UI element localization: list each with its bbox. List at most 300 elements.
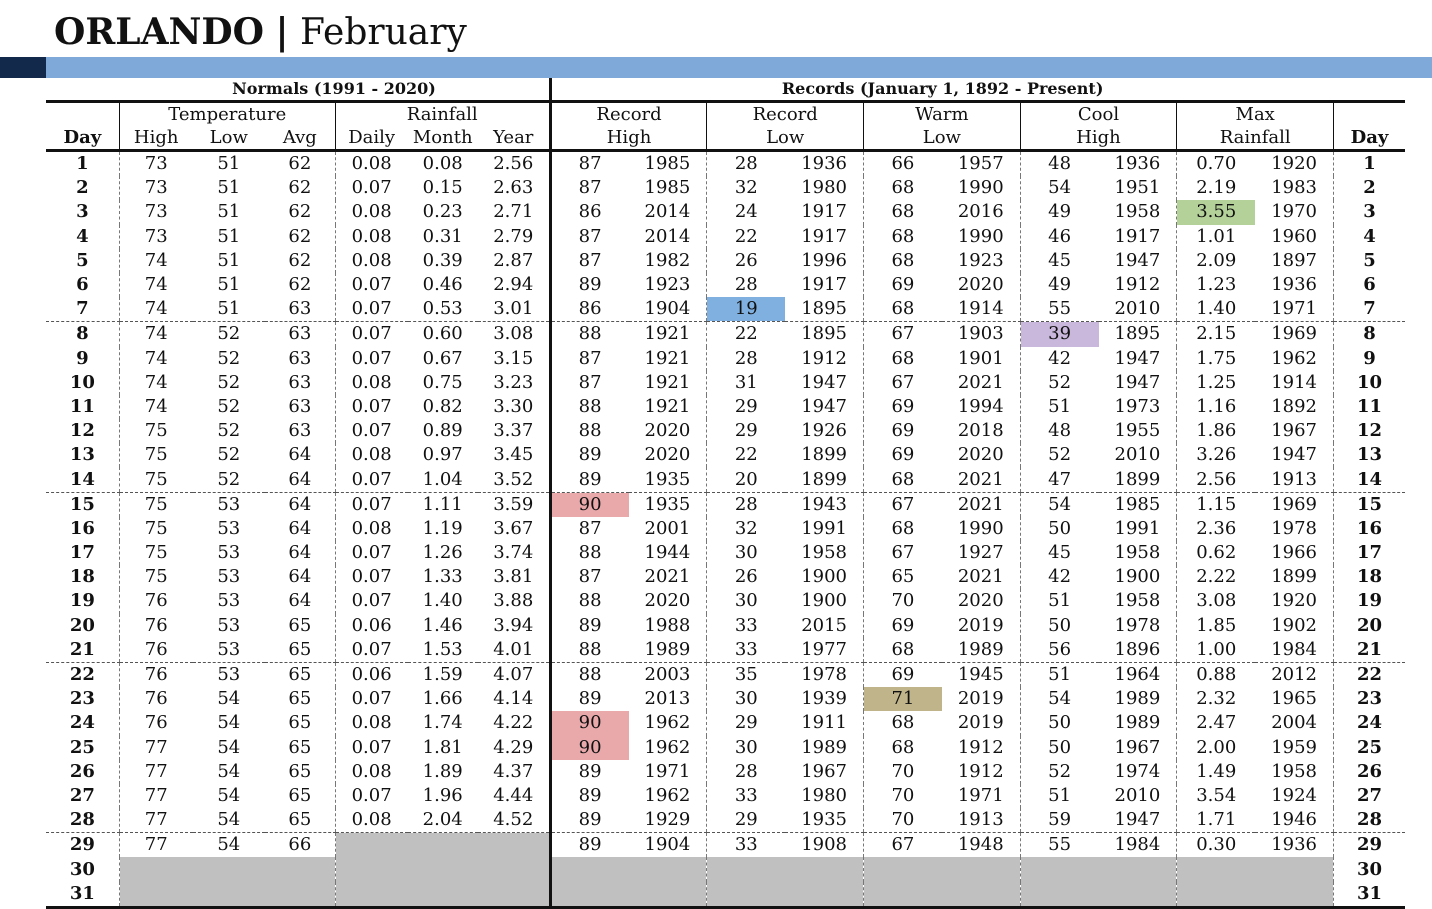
record-low-cell: 28 <box>707 151 785 177</box>
cool-high-cell: 50 <box>1020 517 1098 541</box>
warm-low-year-cell: 1903 <box>957 323 1004 345</box>
rain-daily-cell: 0.08 <box>335 711 407 735</box>
record-high-cell: 89 <box>550 273 628 297</box>
warm-low-cell: 68 <box>864 517 942 541</box>
warm-low-cell: 69 <box>864 614 942 638</box>
normal-high-cell: 74 <box>119 273 192 297</box>
warm-low-cell: 67 <box>864 492 942 517</box>
cool-high-cell: 42 <box>1020 565 1098 589</box>
normal-high-cell: 73 <box>119 200 192 224</box>
day-right-cell: 15 <box>1334 492 1405 517</box>
normal-high-cell: 75 <box>119 492 192 517</box>
max-rain-year-cell: 1899 <box>1271 566 1317 588</box>
record-low-cell: 22 <box>707 443 785 467</box>
normal-avg-cell: 65 <box>265 808 335 833</box>
normal-high-cell: 73 <box>119 176 192 200</box>
warm-low-cell: 68 <box>864 467 942 492</box>
day-cell: 20 <box>69 614 95 636</box>
record-low-year-cell: 1958 <box>801 542 847 564</box>
cool-high-year-cell: 1989 <box>1114 688 1161 710</box>
cool-high-year-cell: 2010 <box>1114 444 1161 466</box>
max-rain-year-cell: 1946 <box>1255 808 1333 833</box>
normal-low-cell: 52 <box>217 395 241 417</box>
max-rain-year-cell: 1969 <box>1271 493 1317 515</box>
normal-high-cell: 76 <box>119 638 192 663</box>
cool-high-cell: 45 <box>1020 541 1098 565</box>
normal-low-cell: 54 <box>217 760 241 782</box>
rain-month-cell: 1.89 <box>422 760 463 782</box>
max-rain-year-cell: 2004 <box>1271 712 1317 734</box>
record-high-cell: 87 <box>550 565 628 589</box>
day-header-spacer-right <box>1334 102 1405 127</box>
rain-daily-cell: 0.08 <box>335 151 407 177</box>
max-rain-year-cell <box>1255 857 1333 881</box>
rain-year-cell: 3.59 <box>493 493 534 515</box>
rain-daily-cell: 0.07 <box>335 273 407 297</box>
record-low-year-cell: 1980 <box>801 784 847 806</box>
cool-high-year-cell: 1958 <box>1114 201 1161 223</box>
normal-low-cell: 53 <box>217 664 241 686</box>
normal-avg-cell: 64 <box>288 444 312 466</box>
table-row <box>46 151 1405 177</box>
record-low-year-cell: 1899 <box>801 444 847 466</box>
rain-year-cell: 2.63 <box>493 177 534 199</box>
warm-low-year-cell: 2020 <box>957 274 1004 296</box>
warm-low-year-cell: 1990 <box>957 177 1004 199</box>
max-rain-year-cell: 1967 <box>1271 420 1317 442</box>
normal-high-cell: 77 <box>119 736 192 760</box>
normal-low-cell: 53 <box>193 638 265 663</box>
record-high-year-cell: 1988 <box>644 614 691 636</box>
max-rain-year-cell: 1970 <box>1271 201 1317 223</box>
warm-low-year-cell <box>942 882 1020 908</box>
normal-avg-cell: 65 <box>288 712 312 734</box>
cool-high-cell: 51 <box>1020 395 1098 419</box>
record-low-cell: 29 <box>707 711 785 735</box>
avg-header: Avg <box>265 126 335 151</box>
cool-high-cell: 49 <box>1020 200 1098 224</box>
normal-low-cell <box>193 857 265 881</box>
warm-low-cell: 69 <box>864 662 942 687</box>
max-rain-cell: 2.00 <box>1177 736 1255 760</box>
normal-high-cell: 75 <box>119 517 192 541</box>
day-right-cell: 20 <box>1334 614 1405 638</box>
warm-low-cell: 67 <box>864 322 942 347</box>
max-rain-year-cell: 1959 <box>1271 736 1317 758</box>
cool-high-year-cell: 1947 <box>1114 371 1161 393</box>
normal-avg-cell: 63 <box>288 371 312 393</box>
cool-high-year-cell: 1900 <box>1114 566 1161 588</box>
rain-month-cell <box>408 857 478 881</box>
rain-month-cell: 1.66 <box>422 688 463 710</box>
max-rain-year-cell: 1960 <box>1271 225 1317 247</box>
climate-table <box>46 78 1405 909</box>
cool-high-cell: 48 <box>1020 419 1098 443</box>
normal-avg-cell: 64 <box>288 542 312 564</box>
day-right-cell: 18 <box>1334 565 1405 589</box>
record-low-year-cell: 1926 <box>801 420 847 442</box>
normal-low-cell: 53 <box>217 590 241 612</box>
warm-low-year-cell: 2021 <box>942 467 1020 492</box>
max-rain-year-cell: 1913 <box>1255 467 1333 492</box>
normal-avg-cell: 64 <box>288 517 312 539</box>
max-rain-header-top: Max <box>1177 102 1334 127</box>
rain-year-cell: 4.29 <box>493 736 534 758</box>
normal-avg-cell: 65 <box>288 784 312 806</box>
rain-month-cell <box>408 882 478 908</box>
cool-high-cell: 50 <box>1020 711 1098 735</box>
record-low-cell: 22 <box>707 322 785 347</box>
cool-high-year-cell: 1951 <box>1114 177 1161 199</box>
rain-year-cell: 4.01 <box>478 638 550 663</box>
day-cell: 22 <box>69 664 95 686</box>
table-row <box>46 589 1405 613</box>
day-cell: 26 <box>69 760 95 782</box>
record-low-cell: 33 <box>707 833 785 858</box>
record-low-cell: 32 <box>707 517 785 541</box>
record-high-year-cell: 2014 <box>644 225 691 247</box>
temperature-header: Temperature <box>119 102 335 127</box>
record-high-cell: 89 <box>550 833 628 858</box>
record-low-year-cell: 1991 <box>801 517 847 539</box>
record-low-cell: 30 <box>707 541 785 565</box>
day-right-cell: 4 <box>1334 225 1405 249</box>
rain-daily-cell: 0.07 <box>335 322 407 347</box>
day-right-cell: 9 <box>1334 347 1405 371</box>
cool-high-year-cell: 1912 <box>1114 274 1161 296</box>
max-rain-year-cell: 1966 <box>1271 542 1317 564</box>
normal-high-cell: 74 <box>119 297 192 322</box>
normal-avg-cell <box>265 882 335 908</box>
rain-daily-cell: 0.07 <box>335 687 407 711</box>
rain-daily-cell: 0.07 <box>335 736 407 760</box>
cool-high-cell: 51 <box>1020 589 1098 613</box>
day-cell: 10 <box>69 371 95 393</box>
record-low-year-cell: 1939 <box>801 688 847 710</box>
record-high-year-cell: 1935 <box>629 467 707 492</box>
warm-low-year-cell: 2021 <box>957 566 1004 588</box>
record-high-year-cell: 1923 <box>644 274 691 296</box>
day-cell: 16 <box>69 517 95 539</box>
record-low-cell: 33 <box>707 614 785 638</box>
day-right-cell: 11 <box>1334 395 1405 419</box>
rain-month-cell: 0.53 <box>408 297 478 322</box>
warm-low-year-cell: 1948 <box>957 834 1004 856</box>
max-rain-cell: 2.56 <box>1177 467 1255 492</box>
max-rain-year-cell: 1902 <box>1271 614 1317 636</box>
normal-low-cell: 52 <box>217 371 241 393</box>
rain-year-cell: 3.23 <box>493 371 534 393</box>
normal-low-cell: 51 <box>217 249 241 271</box>
max-rain-cell: 3.54 <box>1177 784 1255 808</box>
cool-high-year-cell: 1947 <box>1099 808 1177 833</box>
warm-low-cell: 65 <box>864 565 942 589</box>
record-low-year-cell: 1899 <box>785 467 863 492</box>
day-cell: 23 <box>69 688 95 710</box>
warm-low-year-cell: 1912 <box>957 760 1004 782</box>
day-right-cell: 13 <box>1334 443 1405 467</box>
normal-avg-cell: 65 <box>288 614 312 636</box>
record-low-cell: 20 <box>707 467 785 492</box>
warm-low-cell: 70 <box>864 784 942 808</box>
normal-low-cell: 52 <box>217 347 241 369</box>
warm-low-cell: 67 <box>864 371 942 395</box>
record-low-year-cell: 1936 <box>801 153 847 175</box>
cool-high-cell: 48 <box>1020 151 1098 177</box>
cool-high-cell: 54 <box>1020 176 1098 200</box>
normal-avg-cell: 65 <box>288 688 312 710</box>
day-cell: 29 <box>69 834 95 856</box>
day-right-cell: 16 <box>1334 517 1405 541</box>
rain-month-cell: 0.08 <box>422 153 463 175</box>
warm-low-cell: 69 <box>864 419 942 443</box>
table-row <box>46 395 1405 419</box>
rain-daily-cell <box>335 833 407 858</box>
max-rain-cell: 2.22 <box>1177 565 1255 589</box>
table-row <box>46 273 1405 297</box>
rain-month-cell: 1.33 <box>422 566 463 588</box>
normals-header: Normals (1991 - 2020) <box>119 78 550 102</box>
rain-year-cell: 3.37 <box>493 420 534 442</box>
rain-year-cell: 3.52 <box>478 467 550 492</box>
table-row <box>46 736 1405 760</box>
record-high-cell: 89 <box>550 760 628 784</box>
rain-year-cell: 3.30 <box>493 395 534 417</box>
rain-month-cell: 0.67 <box>422 347 463 369</box>
day-right-cell: 31 <box>1334 882 1405 908</box>
table-row <box>46 347 1405 371</box>
max-rain-cell: 0.88 <box>1177 662 1255 687</box>
rain-daily-cell: 0.08 <box>335 200 407 224</box>
warm-low-cell: 70 <box>864 760 942 784</box>
normal-high-cell: 75 <box>119 467 192 492</box>
cool-high-year-cell: 1958 <box>1114 542 1161 564</box>
day-cell: 28 <box>46 808 119 833</box>
rain-month-cell: 0.31 <box>422 225 463 247</box>
rain-daily-cell: 0.07 <box>335 395 407 419</box>
record-high-cell: 87 <box>550 371 628 395</box>
cool-high-cell: 55 <box>1020 297 1098 322</box>
cool-high-cell: 54 <box>1020 687 1098 711</box>
record-high-year-cell: 1944 <box>644 542 691 564</box>
cool-high-year-cell: 1978 <box>1114 614 1161 636</box>
max-rain-cell <box>1177 857 1255 881</box>
day-cell: 14 <box>46 467 119 492</box>
record-high-year-cell: 2013 <box>644 688 691 710</box>
record-high-cell: 88 <box>550 419 628 443</box>
record-low-cell: 28 <box>707 760 785 784</box>
rain-year-cell <box>478 833 550 858</box>
day-cell: 4 <box>76 225 89 247</box>
normal-avg-cell: 62 <box>288 153 312 175</box>
normal-high-cell: 74 <box>119 347 192 371</box>
max-rain-year-cell: 1958 <box>1271 760 1317 782</box>
rain-year-cell: 3.81 <box>493 566 534 588</box>
rain-daily-cell: 0.07 <box>335 541 407 565</box>
normal-avg-cell: 62 <box>288 225 312 247</box>
max-rain-year-cell: 1978 <box>1271 517 1317 539</box>
record-low-cell: 33 <box>707 638 785 663</box>
normal-avg-cell: 63 <box>288 395 312 417</box>
normal-avg-cell: 62 <box>288 201 312 223</box>
warm-low-cell: 69 <box>864 273 942 297</box>
record-low-header-top: Record <box>707 102 864 127</box>
record-high-cell: 89 <box>550 467 628 492</box>
normal-high-cell: 76 <box>119 711 192 735</box>
table-row <box>46 857 1405 881</box>
day-cell: 2 <box>76 177 89 199</box>
title-separator: | <box>275 11 289 53</box>
normal-low-cell <box>193 882 265 908</box>
table-row <box>46 200 1405 224</box>
max-rain-cell: 3.08 <box>1177 589 1255 613</box>
warm-low-cell: 70 <box>864 808 942 833</box>
normal-low-cell: 51 <box>217 201 241 223</box>
record-high-cell: 86 <box>550 297 628 322</box>
max-rain-year-cell: 1914 <box>1271 371 1317 393</box>
record-low-cell: 32 <box>707 176 785 200</box>
record-high-year-cell: 1962 <box>644 784 691 806</box>
warm-low-cell: 68 <box>864 297 942 322</box>
table-row <box>46 565 1405 589</box>
record-high-cell: 90 <box>550 736 628 760</box>
normal-avg-cell: 64 <box>288 590 312 612</box>
record-high-year-cell: 2001 <box>644 517 691 539</box>
normal-avg-cell: 64 <box>288 493 312 515</box>
day-cell: 31 <box>46 882 119 908</box>
warm-low-year-cell: 2020 <box>957 590 1004 612</box>
normal-high-cell: 77 <box>119 833 192 858</box>
max-rain-year-cell: 1971 <box>1255 297 1333 322</box>
record-low-cell: 26 <box>707 565 785 589</box>
record-high-year-cell: 1921 <box>644 395 691 417</box>
record-high-cell: 88 <box>550 395 628 419</box>
record-low-cell: 19 <box>707 297 785 322</box>
rain-month-cell: 1.11 <box>422 493 463 515</box>
table-row <box>46 249 1405 273</box>
normal-low-cell: 53 <box>217 542 241 564</box>
max-rain-cell: 1.25 <box>1177 371 1255 395</box>
normal-high-cell: 73 <box>119 225 192 249</box>
rain-daily-cell <box>335 857 407 881</box>
day-cell: 1 <box>76 153 89 175</box>
record-high-cell: 87 <box>550 249 628 273</box>
cool-high-year-cell: 1989 <box>1114 712 1161 734</box>
normal-high-cell: 77 <box>119 784 192 808</box>
daily-header: Daily <box>335 126 407 151</box>
warm-low-cell: 69 <box>864 443 942 467</box>
day-right-cell: 8 <box>1334 322 1405 347</box>
max-rain-cell: 2.15 <box>1177 322 1255 347</box>
record-high-year-cell <box>629 882 707 908</box>
record-high-cell: 87 <box>550 347 628 371</box>
rain-daily-cell: 0.08 <box>335 808 407 833</box>
day-cell: 5 <box>76 249 89 271</box>
rain-month-cell: 1.53 <box>408 638 478 663</box>
cool-high-year-cell: 1936 <box>1114 153 1161 175</box>
normal-high-cell: 74 <box>119 395 192 419</box>
table-row <box>46 833 1405 858</box>
table-row <box>46 711 1405 735</box>
record-high-cell: 89 <box>550 784 628 808</box>
warm-low-year-cell: 1912 <box>957 736 1004 758</box>
rain-month-cell: 1.74 <box>422 712 463 734</box>
rain-daily-cell: 0.07 <box>335 565 407 589</box>
cool-high-cell: 52 <box>1020 760 1098 784</box>
max-rain-year-cell: 1965 <box>1271 688 1317 710</box>
record-high-year-cell: 1904 <box>644 834 691 856</box>
record-high-cell: 88 <box>550 322 628 347</box>
normal-low-cell: 53 <box>217 614 241 636</box>
max-rain-cell: 1.00 <box>1177 638 1255 663</box>
cool-high-header-bottom: High <box>1020 126 1177 151</box>
warm-low-year-cell <box>942 857 1020 881</box>
normal-low-cell: 51 <box>217 177 241 199</box>
max-rain-year-cell: 1924 <box>1271 784 1317 806</box>
cool-high-year-cell <box>1099 882 1177 908</box>
table-row <box>46 541 1405 565</box>
warm-low-cell: 69 <box>864 395 942 419</box>
record-high-cell <box>550 857 628 881</box>
record-low-cell: 29 <box>707 395 785 419</box>
record-high-year-cell: 1921 <box>644 323 691 345</box>
record-low-cell: 29 <box>707 419 785 443</box>
rain-month-cell: 2.04 <box>408 808 478 833</box>
cool-high-year-cell <box>1099 857 1177 881</box>
record-low-header-bottom: Low <box>707 126 864 151</box>
day-right-cell: 24 <box>1334 711 1405 735</box>
rain-daily-cell: 0.07 <box>335 347 407 371</box>
record-low-year-cell: 1935 <box>785 808 863 833</box>
normal-low-cell: 52 <box>217 323 241 345</box>
header-band-accent <box>0 57 46 78</box>
record-low-year-cell <box>785 882 863 908</box>
day-cell: 15 <box>69 493 95 515</box>
table-row <box>46 297 1405 322</box>
rain-month-cell: 0.23 <box>422 201 463 223</box>
max-rain-year-cell: 1936 <box>1271 274 1317 296</box>
day-right-cell: 30 <box>1334 857 1405 881</box>
warm-low-cell: 71 <box>864 687 942 711</box>
max-rain-cell: 1.86 <box>1177 419 1255 443</box>
cool-high-year-cell: 1964 <box>1114 664 1161 686</box>
normal-avg-cell: 62 <box>288 177 312 199</box>
warm-low-year-cell: 1971 <box>957 784 1004 806</box>
record-high-cell <box>550 882 628 908</box>
normal-low-cell: 52 <box>193 467 265 492</box>
record-low-cell: 29 <box>707 808 785 833</box>
rain-year-cell: 3.45 <box>493 444 534 466</box>
record-low-year-cell: 1947 <box>801 371 847 393</box>
rain-year-cell: 2.79 <box>493 225 534 247</box>
record-low-year-cell: 1947 <box>801 395 847 417</box>
rain-daily-cell: 0.08 <box>335 443 407 467</box>
max-rain-cell: 1.71 <box>1177 808 1255 833</box>
warm-low-cell: 67 <box>864 541 942 565</box>
warm-low-year-cell: 1990 <box>957 517 1004 539</box>
header-band <box>46 57 1432 78</box>
max-rain-cell: 2.47 <box>1177 711 1255 735</box>
rain-daily-cell: 0.07 <box>335 297 407 322</box>
normal-high-cell: 77 <box>119 808 192 833</box>
rain-year-cell: 4.14 <box>493 688 534 710</box>
rain-month-cell: 1.40 <box>422 590 463 612</box>
record-high-cell: 89 <box>550 687 628 711</box>
cool-high-cell: 59 <box>1020 808 1098 833</box>
record-high-year-cell: 2020 <box>644 444 691 466</box>
record-high-year-cell: 1904 <box>629 297 707 322</box>
cool-high-year-cell: 1984 <box>1114 834 1161 856</box>
